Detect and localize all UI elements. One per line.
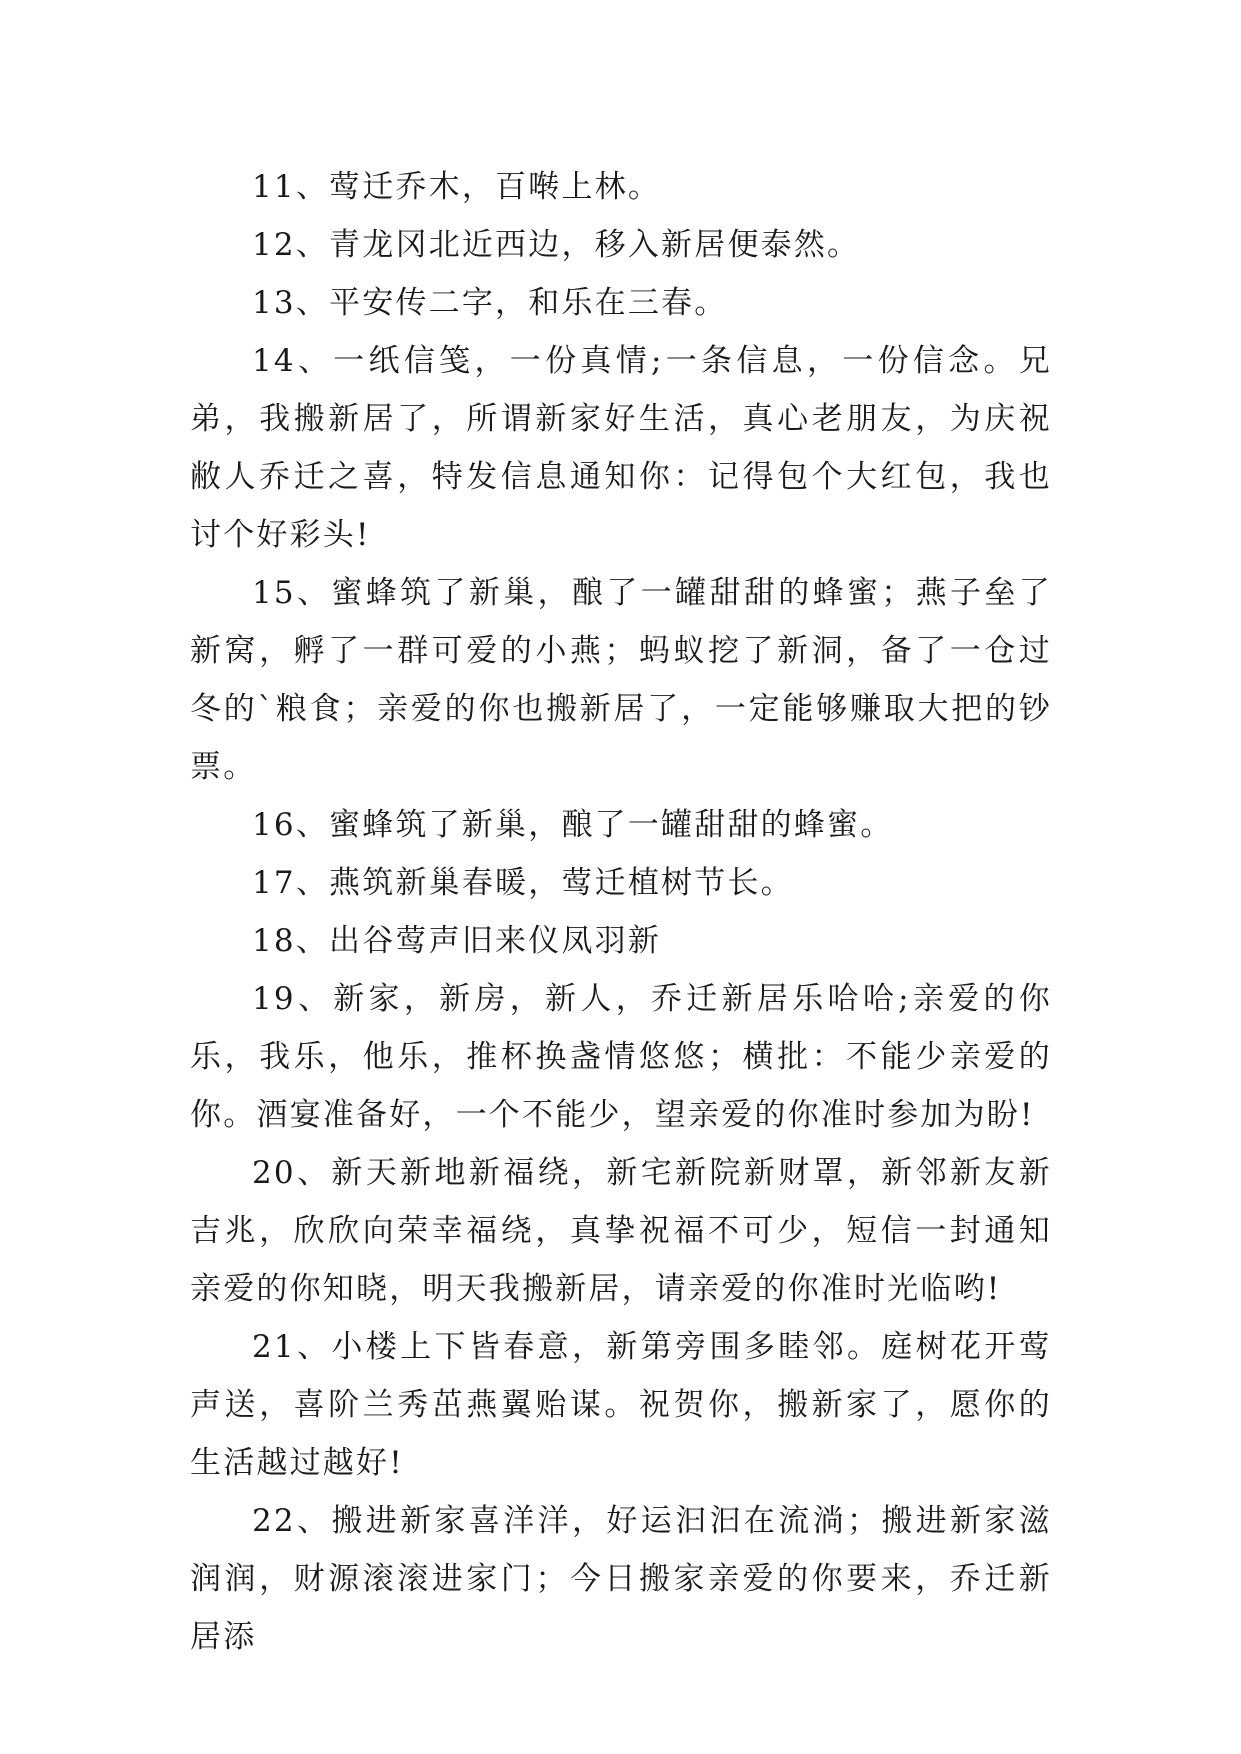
paragraph-20: 20、新天新地新福绕，新宅新院新财罩，新邻新友新吉兆，欣欣向荣幸福绕，真挚祝福不可少，短信一封通知亲爱的你知晓，明天我搬新居，请亲爱的你准时光临哟! xyxy=(190,1155,1052,1307)
paragraph-14: 14、一纸信笺，一份真情;一条信息，一份信念。兄弟，我搬新居了，所谓新家好生活，真心老朋友，为庆祝敝人乔迁之喜，特发信息通知你：记得包个大红包，我也讨个好彩头! xyxy=(190,343,1052,553)
paragraph-19: 19、新家，新房，新人，乔迁新居乐哈哈;亲爱的你乐，我乐，他乐，推杯换盏情悠悠；横批：不能少亲爱的你。酒宴准备好，一个不能少，望亲爱的你准时参加为盼! xyxy=(190,981,1052,1133)
paragraph-17: 17、燕筑新巢春暖，莺迁植树节长。 xyxy=(252,865,794,901)
paragraph-11: 11、莺迁乔木，百啭上林。 xyxy=(252,169,662,205)
paragraph-15: 15、蜜蜂筑了新巢，酿了一罐甜甜的蜂蜜；燕子垒了新窝，孵了一群可爱的小燕；蚂蚁挖了新洞，备了一仓过冬的`粮食；亲爱的你也搬新居了，一定能够赚取大把的钞票。 xyxy=(190,575,1052,785)
paragraph-13: 13、平安传二字，和乐在三春。 xyxy=(252,285,728,321)
document-body xyxy=(190,158,1052,1666)
paragraph-22: 22、搬进新家喜洋洋，好运汩汩在流淌；搬进新家滋润润，财源滚滚进家门；今日搬家亲爱的你要来，乔迁新居添 xyxy=(190,1503,1052,1655)
paragraph-12: 12、青龙冈北近西边，移入新居便泰然。 xyxy=(252,227,861,263)
paragraph-21: 21、小楼上下皆春意，新第旁围多睦邻。庭树花开莺声送，喜阶兰秀茁燕翼贻谋。祝贺你，搬新家了，愿你的生活越过越好! xyxy=(190,1329,1052,1481)
paragraph-16: 16、蜜蜂筑了新巢，酿了一罐甜甜的蜂蜜。 xyxy=(252,807,894,843)
paragraph-18: 18、出谷莺声旧来仪凤羽新 xyxy=(252,923,662,959)
